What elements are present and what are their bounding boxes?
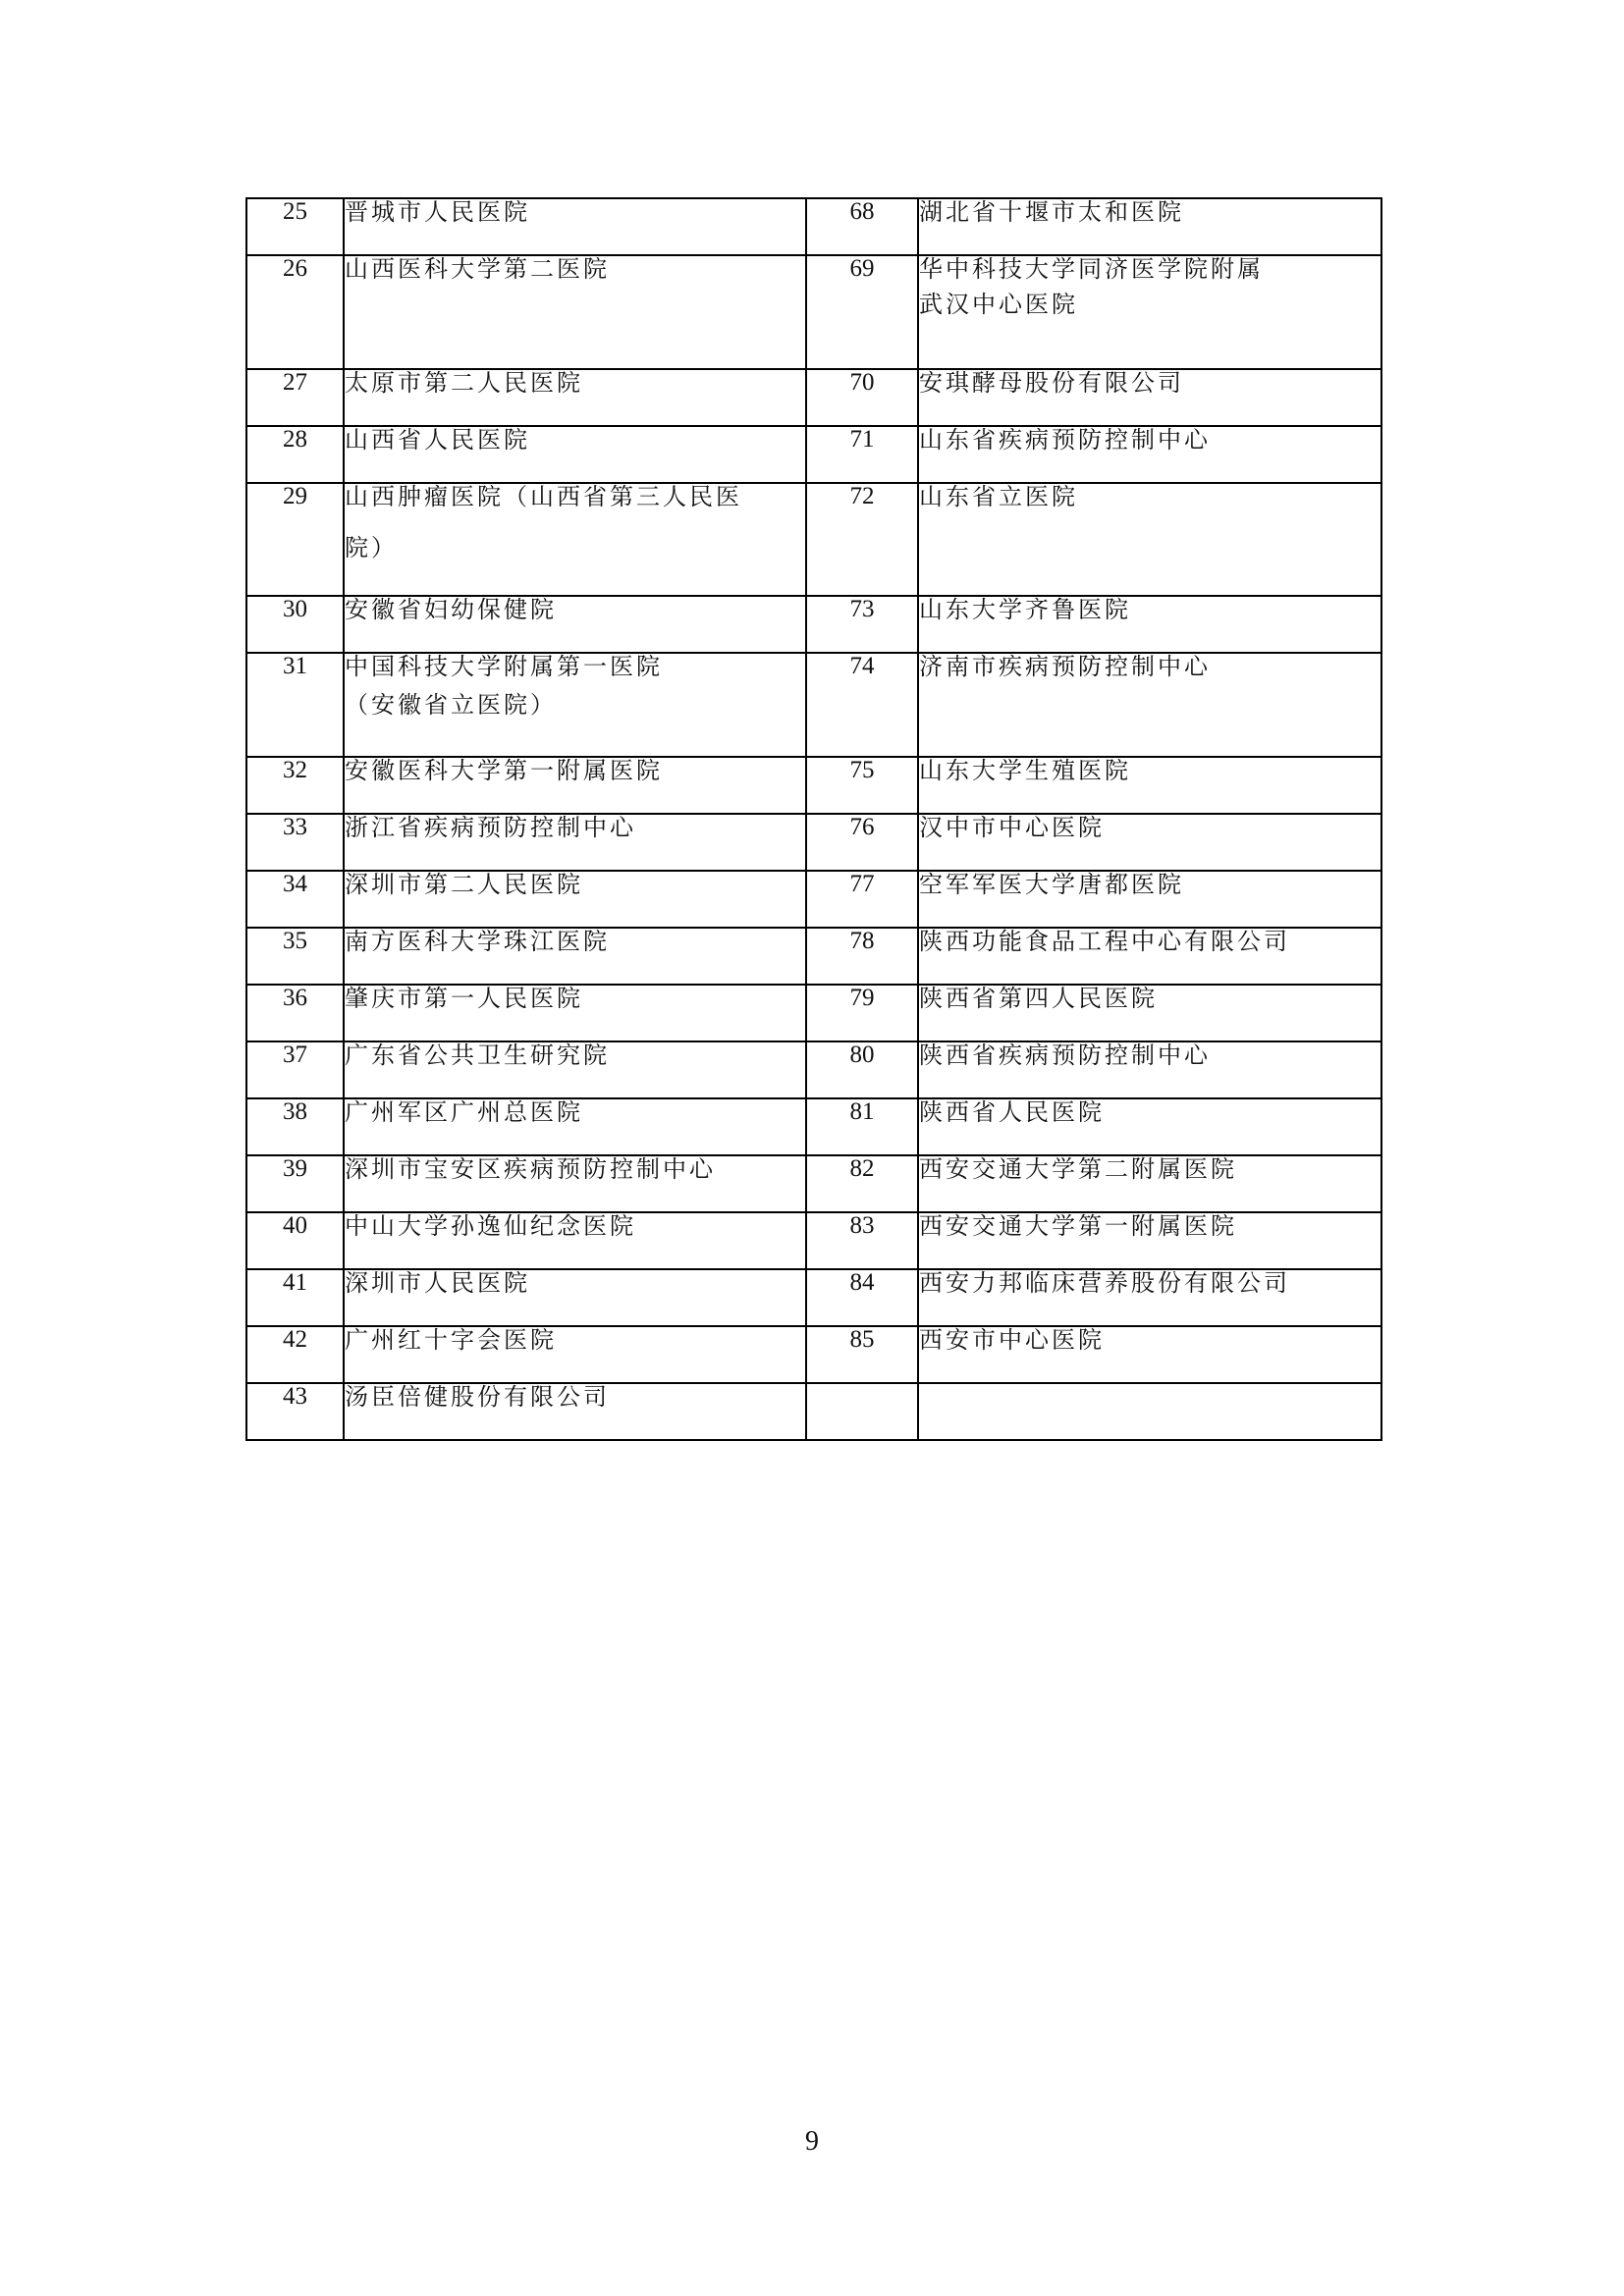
table-row — [246, 1269, 1381, 1326]
row-number: 71 — [806, 426, 918, 483]
institution-name: 广州红十字会医院 — [344, 1326, 806, 1383]
row-number: 75 — [806, 757, 918, 814]
row-number: 84 — [806, 1269, 918, 1326]
row-number: 42 — [246, 1326, 344, 1383]
table-row — [246, 596, 1381, 653]
row-number: 36 — [246, 985, 344, 1041]
row-number: 40 — [246, 1212, 344, 1269]
institution-name: 空军军医大学唐都医院 — [918, 871, 1381, 928]
table-row — [246, 426, 1381, 483]
table-row — [246, 1326, 1381, 1383]
institution-name: 山东省立医院 — [918, 483, 1381, 596]
row-number: 25 — [246, 198, 344, 255]
table-row — [246, 985, 1381, 1041]
row-number: 73 — [806, 596, 918, 653]
institution-name: 山东大学齐鲁医院 — [918, 596, 1381, 653]
institution-name: 陕西功能食品工程中心有限公司 — [918, 928, 1381, 985]
row-number: 32 — [246, 757, 344, 814]
institution-name: 南方医科大学珠江医院 — [344, 928, 806, 985]
row-number: 34 — [246, 871, 344, 928]
institution-name: 深圳市宝安区疾病预防控制中心 — [344, 1155, 806, 1212]
institution-name: 山西医科大学第二医院 — [344, 255, 806, 369]
row-number: 39 — [246, 1155, 344, 1212]
row-number: 79 — [806, 985, 918, 1041]
row-number: 76 — [806, 814, 918, 871]
row-number: 29 — [246, 483, 344, 596]
table-row — [246, 198, 1381, 255]
institution-name-line1: 山西肿瘤医院（山西省第三人民医 — [345, 483, 742, 510]
institution-name — [344, 483, 806, 596]
table-row — [246, 369, 1381, 426]
row-number: 27 — [246, 369, 344, 426]
institution-name: 汤臣倍健股份有限公司 — [344, 1383, 806, 1440]
institution-table — [245, 197, 1382, 1441]
page-number: 9 — [805, 2126, 819, 2157]
row-number: 28 — [246, 426, 344, 483]
institution-name: 肇庆市第一人民医院 — [344, 985, 806, 1041]
institution-name-line2: 院） — [345, 534, 398, 561]
institution-name: 西安力邦临床营养股份有限公司 — [918, 1269, 1381, 1326]
institution-name: 济南市疾病预防控制中心 — [918, 653, 1381, 757]
institution-name — [918, 255, 1381, 369]
row-number: 81 — [806, 1098, 918, 1155]
row-number: 83 — [806, 1212, 918, 1269]
institution-name: 陕西省人民医院 — [918, 1098, 1381, 1155]
institution-name: 陕西省第四人民医院 — [918, 985, 1381, 1041]
institution-name: 深圳市第二人民医院 — [344, 871, 806, 928]
institution-name-line1: 华中科技大学同济医学院附属 — [919, 255, 1264, 283]
table-row — [246, 1383, 1381, 1440]
institution-name: 安徽医科大学第一附属医院 — [344, 757, 806, 814]
table-row — [246, 871, 1381, 928]
institution-name-line2: 武汉中心医院 — [919, 291, 1078, 318]
institution-name-line2: （安徽省立医院） — [345, 691, 557, 719]
institution-name: 西安市中心医院 — [918, 1326, 1381, 1383]
institution-name — [344, 653, 806, 757]
table-row — [246, 1155, 1381, 1212]
institution-name: 广东省公共卫生研究院 — [344, 1041, 806, 1098]
row-number: 77 — [806, 871, 918, 928]
institution-name: 深圳市人民医院 — [344, 1269, 806, 1326]
table-row — [246, 1041, 1381, 1098]
row-number: 26 — [246, 255, 344, 369]
row-number: 82 — [806, 1155, 918, 1212]
row-number: 31 — [246, 653, 344, 757]
table-row — [246, 928, 1381, 985]
row-number: 85 — [806, 1326, 918, 1383]
row-number: 80 — [806, 1041, 918, 1098]
institution-name: 西安交通大学第一附属医院 — [918, 1212, 1381, 1269]
table-row — [246, 483, 1381, 596]
institution-name: 安琪酵母股份有限公司 — [918, 369, 1381, 426]
row-number: 69 — [806, 255, 918, 369]
row-number: 35 — [246, 928, 344, 985]
institution-name: 安徽省妇幼保健院 — [344, 596, 806, 653]
row-number: 74 — [806, 653, 918, 757]
institution-name: 太原市第二人民医院 — [344, 369, 806, 426]
institution-name: 中山大学孙逸仙纪念医院 — [344, 1212, 806, 1269]
institution-name: 汉中市中心医院 — [918, 814, 1381, 871]
institution-name: 山东省疾病预防控制中心 — [918, 426, 1381, 483]
institution-name: 山西省人民医院 — [344, 426, 806, 483]
institution-name-empty — [918, 1383, 1381, 1440]
row-number-empty — [806, 1383, 918, 1440]
institution-name-line1: 中国科技大学附属第一医院 — [345, 653, 663, 680]
institution-name: 湖北省十堰市太和医院 — [918, 198, 1381, 255]
table-row — [246, 757, 1381, 814]
row-number: 33 — [246, 814, 344, 871]
row-number: 68 — [806, 198, 918, 255]
row-number: 30 — [246, 596, 344, 653]
table-row — [246, 1098, 1381, 1155]
institution-name: 西安交通大学第二附属医院 — [918, 1155, 1381, 1212]
institution-name: 陕西省疾病预防控制中心 — [918, 1041, 1381, 1098]
row-number: 38 — [246, 1098, 344, 1155]
row-number: 41 — [246, 1269, 344, 1326]
table-row — [246, 1212, 1381, 1269]
institution-name: 山东大学生殖医院 — [918, 757, 1381, 814]
row-number: 37 — [246, 1041, 344, 1098]
table-row — [246, 814, 1381, 871]
institution-name: 晋城市人民医院 — [344, 198, 806, 255]
table-row — [246, 653, 1381, 757]
row-number: 43 — [246, 1383, 344, 1440]
row-number: 70 — [806, 369, 918, 426]
table-row — [246, 255, 1381, 369]
row-number: 72 — [806, 483, 918, 596]
institution-name: 广州军区广州总医院 — [344, 1098, 806, 1155]
row-number: 78 — [806, 928, 918, 985]
institution-name: 浙江省疾病预防控制中心 — [344, 814, 806, 871]
